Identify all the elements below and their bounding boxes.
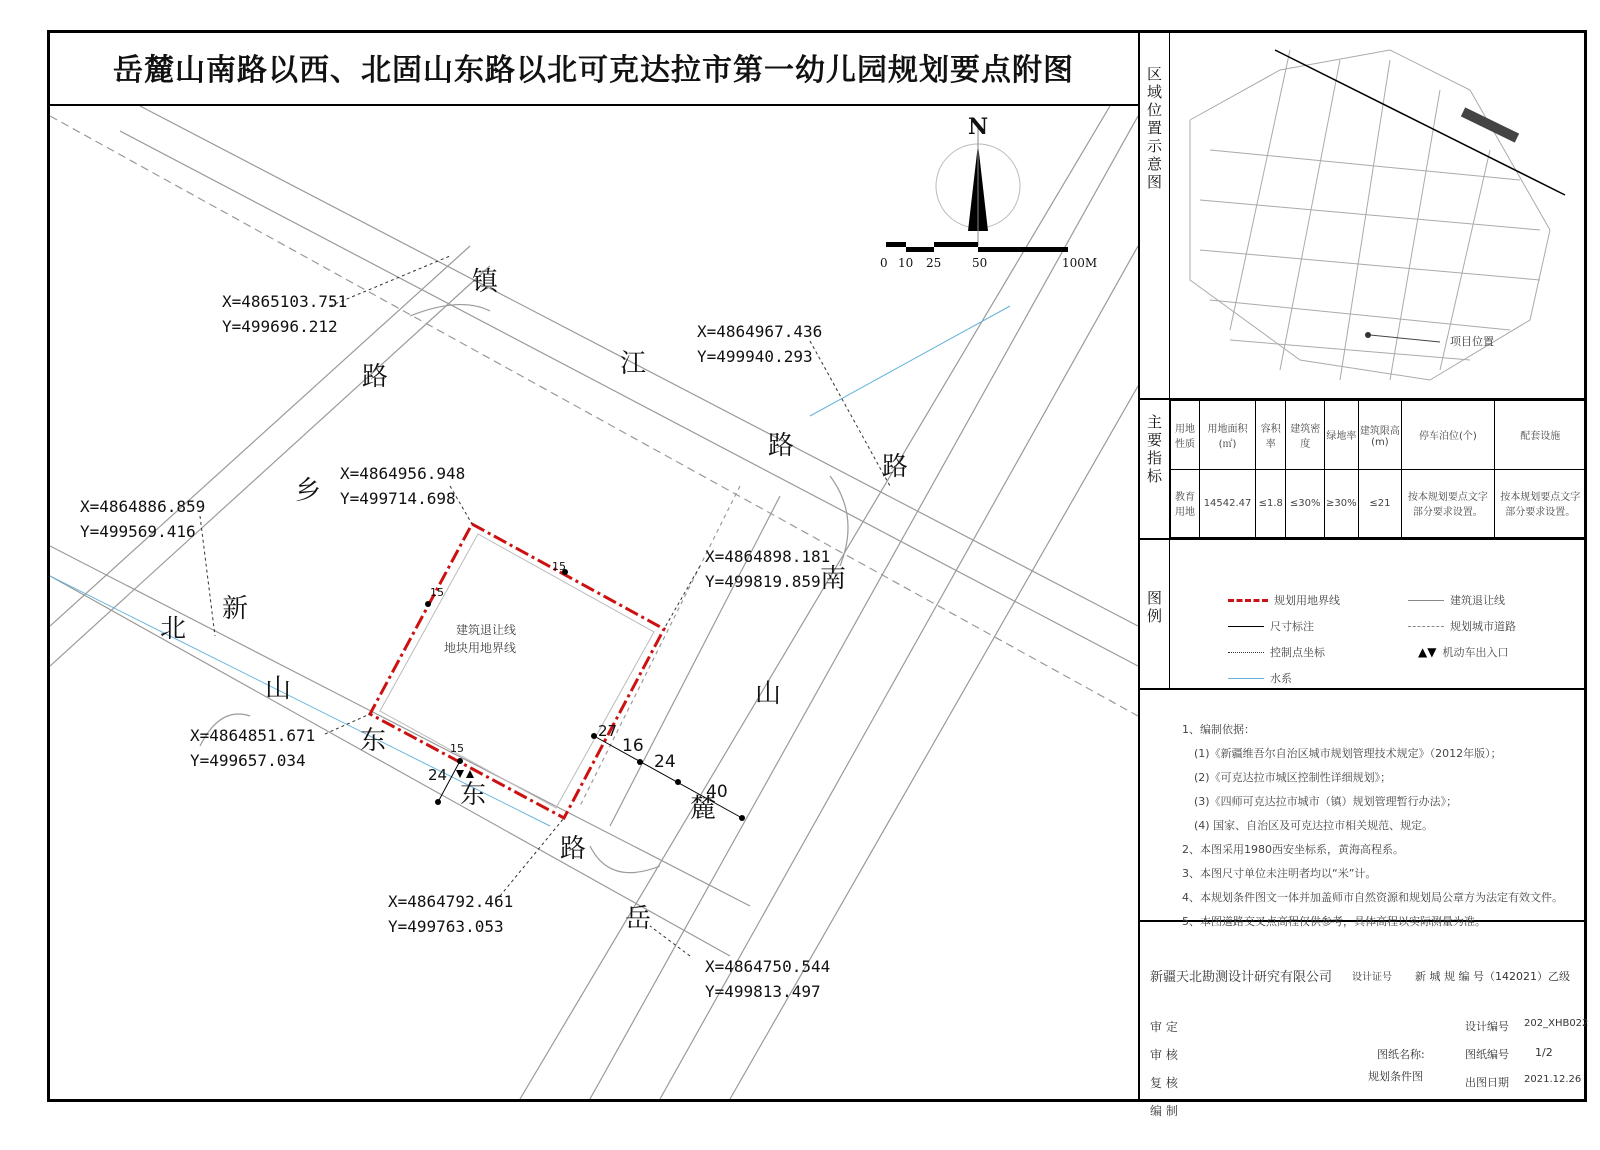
north-label: N [968, 114, 989, 140]
table-cell: ≤30% [1286, 469, 1325, 538]
role-label: 编 制 [1150, 1104, 1178, 1118]
legend-item: 水系 [1228, 670, 1292, 686]
legend-item: 建筑退让线 [1408, 592, 1505, 608]
road-name-char: 镇 [472, 267, 499, 297]
north-arrow [936, 126, 1020, 246]
setback-line [380, 534, 654, 808]
dimension-label: 24 [428, 766, 448, 784]
cert-value: 新 城 规 编 号（142021）乙级 [1415, 970, 1570, 983]
dash-swatch [1408, 626, 1444, 627]
scale-bar [886, 242, 1068, 252]
road-name-char: 路 [560, 834, 587, 864]
arrows-icon: ▲▼ [1418, 645, 1437, 659]
indicators-table [1170, 400, 1587, 538]
design-no-label: 设计编号 [1465, 1020, 1509, 1033]
note-line: 1、编制依据： [1182, 723, 1255, 736]
setback-label: 建筑退让线 [456, 623, 517, 637]
road-name-char: 山 [265, 674, 292, 704]
line-swatch [1408, 600, 1444, 601]
dimension-label: 15 [450, 742, 464, 755]
role-label: 审 核 [1150, 1048, 1178, 1062]
table-header: 用地面积(㎡) [1200, 401, 1256, 470]
page-title: 岳麓山南路以西、北固山东路以北可克达拉市第一幼儿园规划要点附图 [113, 53, 1074, 88]
scale-tick: 25 [926, 256, 942, 270]
road-network [50, 106, 1138, 1099]
project-location-label: 项目位置 [1450, 335, 1494, 348]
control-coordinate: X=4864851.671 Y=499657.034 [190, 726, 316, 770]
road-name-char: 东 [360, 726, 387, 756]
water-swatch [1228, 678, 1264, 679]
role-label: 复 核 [1150, 1076, 1178, 1090]
dimension-label: 27 [598, 722, 618, 740]
table-row [1171, 469, 1587, 538]
note-line: 2、本图采用1980西安坐标系，黄海高程系。 [1182, 843, 1404, 856]
table-header: 停车泊位(个) [1402, 401, 1494, 470]
curb-corner [590, 846, 660, 873]
road-name-char: 麓 [690, 794, 717, 824]
dimension-label: 16 [622, 736, 644, 756]
title-bar [47, 30, 1140, 106]
control-coordinate: X=4864886.859 Y=499569.416 [80, 497, 206, 541]
company-name: 新疆天北勘测设计研究有限公司 [1150, 970, 1333, 985]
dimension-label: 24 [654, 752, 676, 772]
control-coordinate: X=4864750.544 Y=499813.497 [705, 957, 831, 1001]
road-edge [50, 546, 750, 906]
cert-label: 设计证号 [1352, 972, 1392, 983]
road-name-char: 南 [820, 564, 847, 594]
map-svg [50, 106, 1138, 1099]
road-name-char: 路 [882, 452, 909, 482]
sheet-no: 1/2 [1535, 1046, 1553, 1059]
control-coordinate: X=4864898.181 Y=499819.859 [705, 547, 831, 591]
location-minimap [1170, 30, 1587, 398]
dimension-label: 15 [552, 560, 566, 573]
legend-item: ▲▼ 机动车出入口 [1418, 645, 1509, 659]
legend-side-label: 图例 [1140, 540, 1170, 688]
location-side-label: 区域位置示意图 [1140, 30, 1170, 398]
note-line: (1)《新疆维吾尔自治区城市规划管理技术规定》（2012年版）； [1194, 747, 1502, 760]
drawing-name-label: 图纸名称: [1377, 1048, 1425, 1061]
date-value: 2021.12.26 [1524, 1074, 1582, 1085]
table-cell: ≥30% [1325, 469, 1359, 538]
road-name-char: 乡 [295, 476, 322, 506]
table-header: 建筑密度 [1286, 401, 1325, 470]
location-panel [1140, 30, 1587, 400]
table-cell: 教育用地 [1171, 469, 1200, 538]
control-coordinate: X=4864792.461 Y=499763.053 [388, 892, 514, 936]
table-cell: 按本规划要点文字部分要求设置。 [1402, 469, 1494, 538]
table-header: 容积率 [1256, 401, 1286, 470]
table-header: 用地性质 [1171, 401, 1200, 470]
coord-swatch [1228, 652, 1264, 653]
road-name-char: 北 [160, 614, 187, 644]
redline-swatch [1228, 599, 1268, 602]
indicators-side-label: 主要指标 [1140, 400, 1170, 538]
map-area[interactable] [50, 106, 1138, 1099]
design-no: 202_XHB022 [1524, 1018, 1589, 1029]
scale-tick: 100M [1062, 256, 1098, 270]
indicators-panel [1140, 400, 1587, 540]
legend-panel [1140, 540, 1587, 690]
road-name-char: 路 [362, 362, 389, 392]
table-cell: 14542.47 [1200, 469, 1256, 538]
table-cell: ≤1.8 [1256, 469, 1286, 538]
road-name-char: 山 [755, 679, 782, 709]
road-name-char: 路 [768, 431, 795, 461]
control-coordinate: X=4864956.948 Y=499714.698 [340, 464, 466, 508]
table-cell: 按本规划要点文字部分要求设置。 [1494, 469, 1586, 538]
note-line: (4) 国家、自治区及可克达拉市相关规范、规定。 [1194, 819, 1434, 832]
road-name-char: 岳 [625, 904, 652, 934]
table-header-row [1171, 401, 1587, 470]
drawing-name: 规划条件图 [1368, 1070, 1423, 1083]
note-line: (2)《可克达拉市城区控制性详细规划》； [1194, 771, 1392, 784]
note-line: 4、本规划条件图文一体并加盖师市自然资源和规划局公章方为法定有效文件。 [1182, 891, 1563, 904]
dim-swatch [1228, 626, 1264, 627]
control-coordinate: X=4865103.751 Y=499696.212 [222, 292, 348, 336]
road-name-char: 东 [460, 780, 487, 810]
road-name-char: 江 [620, 349, 647, 379]
curb-corner [410, 305, 490, 316]
note-line: 5、本图道路交叉点高程仅供参考，具体高程以实际测量为准。 [1182, 915, 1486, 928]
note-line: (3)《四师可克达拉市城市（镇）规划管理暂行办法》； [1194, 795, 1458, 808]
notes [1182, 718, 1563, 934]
control-coordinate: X=4864967.436 Y=499940.293 [697, 322, 823, 366]
note-line: 3、本图尺寸单位未注明者均以“米”计。 [1182, 867, 1377, 880]
dimension-label: 15 [430, 586, 444, 599]
entrance-arrows [456, 770, 474, 778]
sheet-no-label: 图纸编号 [1465, 1048, 1509, 1061]
scale-tick: 10 [898, 256, 914, 270]
scale-ticks [880, 256, 1100, 276]
table-header: 建筑限高(m) [1358, 401, 1402, 470]
legend-item: 控制点坐标 [1228, 644, 1325, 660]
legend-item: 规划城市道路 [1408, 618, 1516, 634]
table-cell: ≤21 [1358, 469, 1402, 538]
dimension-label: 40 [706, 782, 728, 802]
table-header: 绿地率 [1325, 401, 1359, 470]
boundary-label: 地块用地界线 [444, 641, 517, 655]
date-label: 出图日期 [1465, 1076, 1509, 1089]
legend-item: 尺寸标注 [1228, 618, 1314, 634]
role-label: 审 定 [1150, 1020, 1178, 1034]
road-name-char: 新 [222, 594, 249, 624]
legend-item: 规划用地界线 [1228, 592, 1340, 608]
table-header: 配套设施 [1494, 401, 1586, 470]
site-boundary [370, 524, 664, 818]
scale-tick: 0 [880, 256, 888, 270]
scale-tick: 50 [972, 256, 988, 270]
